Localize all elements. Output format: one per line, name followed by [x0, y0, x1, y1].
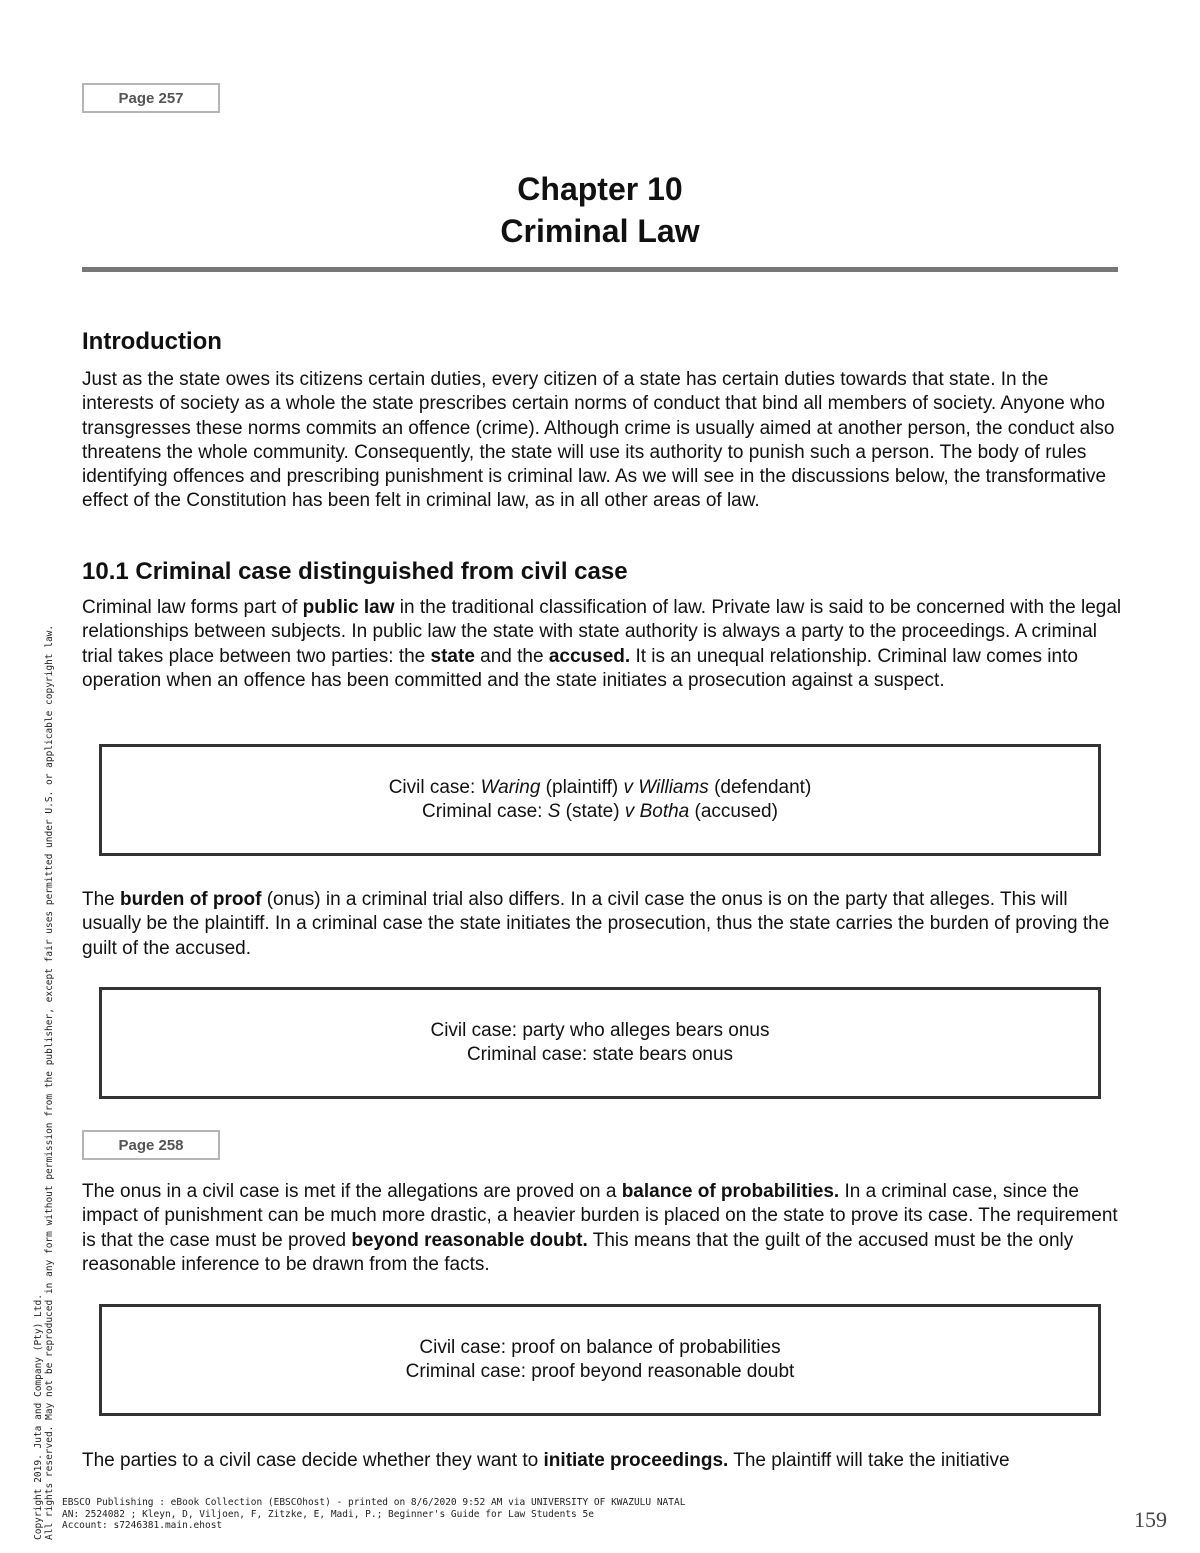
chapter-number: Chapter 10 — [517, 171, 683, 207]
onus-box — [99, 987, 1101, 1099]
proof-criminal: Criminal case: proof beyond reasonable doubt — [405, 1361, 795, 1382]
introduction-heading: Introduction — [82, 328, 222, 355]
section-paragraph-1: Criminal law forms part of public law in the traditional classification of law. Private law is said to be concerned with the legal relationships between subjects. In public law the state with state authority is always a party to the proceedings. A criminal trial takes place between two parties: the state and the accused. It is an unequal relationship. Criminal law comes into operation when an offence has been committed and the state initiates a prosecution against a suspect. — [82, 597, 1122, 691]
onus-criminal: Criminal case: state bears onus — [466, 1044, 734, 1065]
section-heading: 10.1 Criminal case distinguished from civil case — [82, 558, 628, 585]
section-paragraph-3: The onus in a civil case is met if the allegations are proved on a balance of probabilities. In a criminal case, since the impact of punishment can be much more drastic, a heavier burden is placed on the state to prove its case. The requirement is that the case must be proved beyond reasonable doubt. This means that the guilt of the accused must be the only reasonable inference to be drawn from the facts. — [82, 1181, 1118, 1275]
case-names-criminal: Criminal case: S (state) v Botha (accused) — [422, 801, 778, 822]
chapter-name: Criminal Law — [500, 213, 700, 249]
standard-of-proof-box — [99, 1304, 1101, 1416]
case-names-box — [99, 744, 1101, 856]
introduction-paragraph: Just as the state owes its citizens certain duties, every citizen of a state has certain duties towards that state. In the interests of society as a whole the state prescribes certain norms of conduct that bind all members of society. Anyone who transgresses these norms commits an offence (crime). Although crime is usually aimed at another person, the conduct also threatens the whole community. Consequently, the state will use its authority to punish such a person. The body of rules identifying offences and prescribing punishment is criminal law. As we will see in the discussions below, the transformative effect of the Constitution has been felt in criminal law, as in all other areas of law. — [82, 369, 1115, 512]
ebsco-footer: EBSCO Publishing : eBook Collection (EBSCOhost) - printed on 8/6/2020 9:52 AM via UNIVERSITY OF KWAZULU NATAL AN: 2524082 ; Kleyn, D, Viljoen, F, Zitzke, E, Madi, P.; Beginner's Guide for Law Students 5e Account: s7246381.main.ehost — [62, 1497, 686, 1531]
proof-civil: Civil case: proof on balance of probabilities — [419, 1337, 781, 1358]
copyright-notice: Copyright 2019. Juta and Company (Pty) Ltd. All rights reserved. May not be reproduced in any form without permission from the publisher, except fair uses permitted under U.S. or applicable copyright law. — [33, 624, 55, 1540]
page-marker-258: Page 258 — [82, 1130, 220, 1160]
page-marker-257: Page 257 — [82, 83, 220, 113]
section-paragraph-2: The burden of proof (onus) in a criminal trial also differs. In a civil case the onus is on the party that alleges. This will usually be the plaintiff. In a criminal case the state initiates the prosecution, thus the state carries the burden of proving the guilt of the accused. — [82, 889, 1110, 959]
onus-civil: Civil case: party who alleges bears onus — [430, 1020, 770, 1041]
case-names-civil: Civil case: Waring (plaintiff) v Williams (defendant) — [388, 777, 812, 798]
page-number: 159 — [1134, 1507, 1167, 1532]
title-divider — [82, 267, 1118, 272]
section-paragraph-4: The parties to a civil case decide whether they want to initiate proceedings. The plaintiff will take the initiative — [82, 1450, 1010, 1471]
chapter-title — [0, 168, 1200, 252]
